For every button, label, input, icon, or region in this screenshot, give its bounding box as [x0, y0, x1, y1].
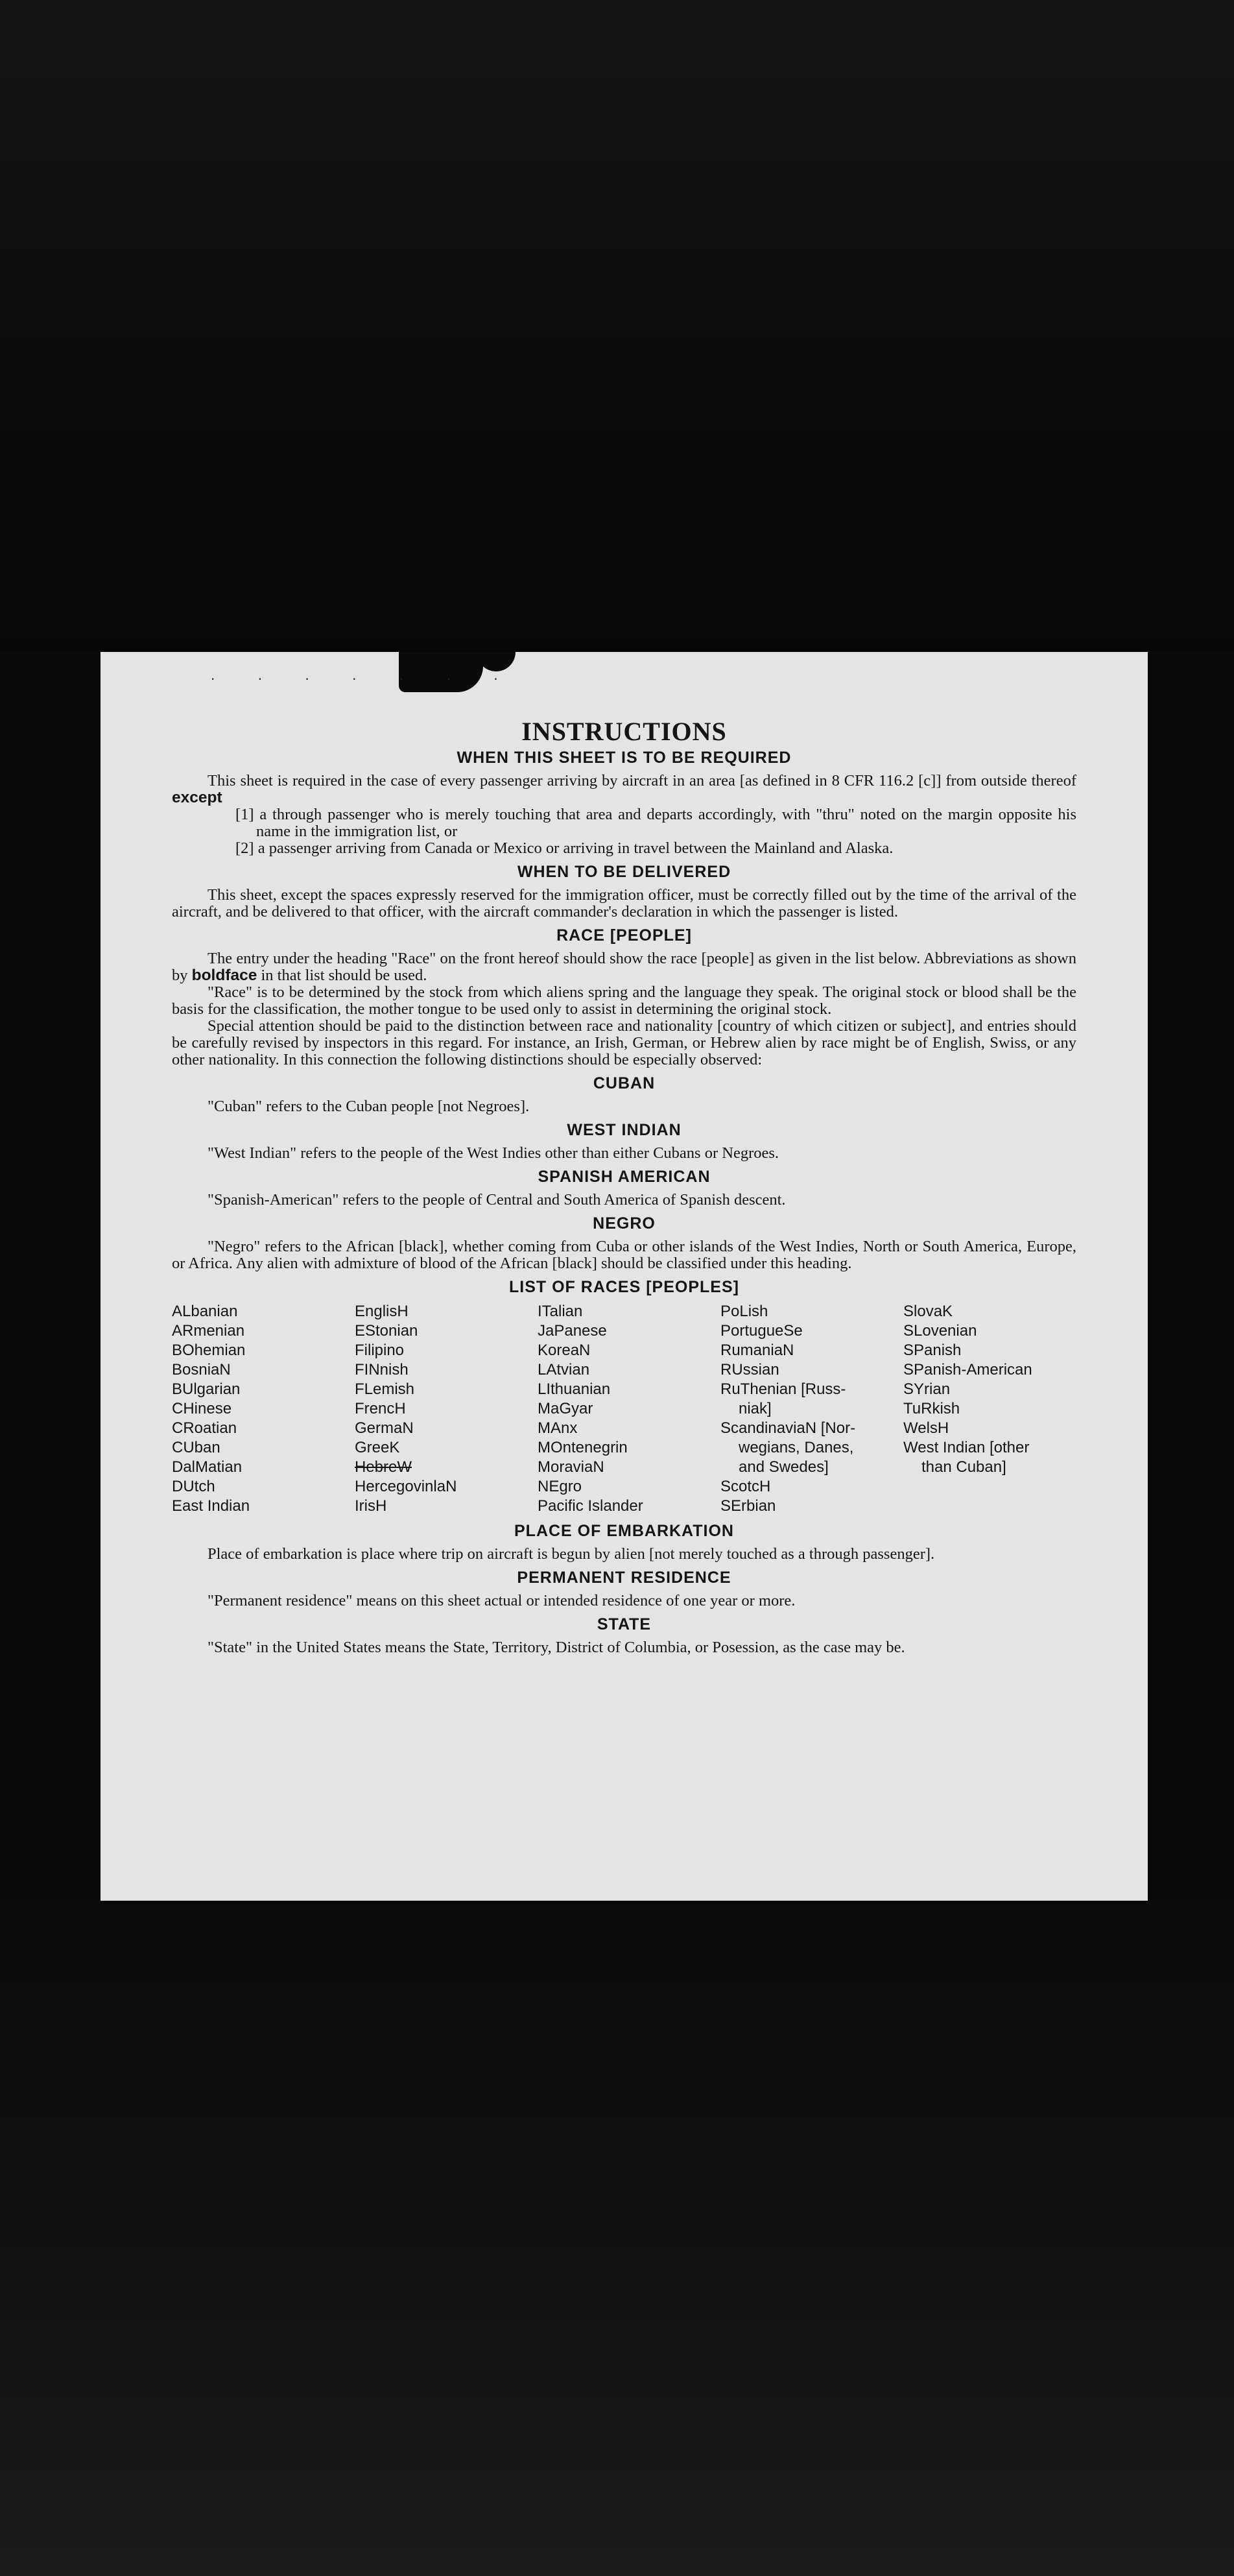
race-entry: MOntenegrin: [538, 1439, 628, 1456]
races-list: [172, 1302, 1076, 1516]
heading-west-indian: WEST INDIAN: [567, 1121, 682, 1139]
race-entry: FrencH: [355, 1400, 406, 1417]
race-entry: MAnx: [538, 1419, 578, 1437]
race-entry-continued: niak]: [739, 1400, 772, 1417]
race-entry: CUban: [172, 1439, 220, 1456]
race-entry: FINnish: [355, 1361, 409, 1378]
heading-when-delivered: WHEN TO BE DELIVERED: [517, 863, 731, 881]
heading-when-required: WHEN THIS SHEET IS TO BE REQUIRED: [457, 749, 792, 767]
spanish-american-text: "Spanish-American" refers to the people of Central and South America of Spanish descent.: [208, 1191, 786, 1209]
race-entry: GermaN: [355, 1419, 414, 1437]
race-entry: ScotcH: [720, 1478, 771, 1495]
race-entry: FLemish: [355, 1380, 415, 1398]
race-entry: Filipino: [355, 1342, 405, 1359]
residence-text: "Permanent residence" means on this sheet actual or intended residence of one year or more.: [208, 1592, 796, 1609]
when-required-intro: This sheet is required in the case of every passenger arriving by aircraft in an area [as defined in 8 CFR 116.2 [c]] from outside thereof except: [172, 772, 1076, 806]
race-entry: PoLish: [720, 1303, 768, 1320]
races-column-4: [720, 1302, 903, 1516]
scan-background-top: [0, 0, 1234, 652]
heading-cuban: CUBAN: [593, 1074, 656, 1092]
race-entry: EnglisH: [355, 1303, 409, 1320]
race-entry: BOhemian: [172, 1342, 246, 1359]
race-entry: BosniaN: [172, 1361, 231, 1378]
race-entry: KoreaN: [538, 1342, 591, 1359]
race-entry: DalMatian: [172, 1458, 243, 1476]
races-column-3: [538, 1302, 720, 1516]
cuban-text: "Cuban" refers to the Cuban people [not Negroes].: [208, 1098, 530, 1115]
scan-background-bottom: [0, 1901, 1234, 2576]
race-entry: ITalian: [538, 1303, 583, 1320]
document-title: INSTRUCTIONS: [521, 717, 727, 746]
race-entry: CRoatian: [172, 1419, 237, 1437]
races-column-1: [172, 1302, 355, 1516]
race-entry: East Indian: [172, 1497, 250, 1515]
exception-item-2: [2] a passenger arriving from Canada or Mexico or arriving in travel between the Mainland and Alaska.: [235, 839, 894, 857]
punch-marks: · · · · · · ·: [211, 671, 517, 687]
race-entry: JaPanese: [538, 1322, 607, 1340]
instruction-sheet: [101, 652, 1148, 1901]
race-entry: SErbian: [720, 1497, 776, 1515]
sheet-content: [172, 717, 1076, 1656]
race-paragraph-3: Special attention should be paid to the distinction between race and nationality [country of which citizen or subject], and entries should be carefully revised by inspectors in this regard. For instance, an Irish, German, or Hebrew alien by race might be of English, Swiss, or any other nationality. In this connection the following distinctions should be especially observed:: [172, 1017, 1076, 1068]
boldface-word: boldface: [191, 967, 257, 984]
race-entry: DUtch: [172, 1478, 215, 1495]
exception-item-1: [1] a through passenger who is merely touching that area and departs accordingly, with "thru" noted on the margin opposite his name in the immigration list, or: [235, 806, 1076, 840]
race-entry: SPanish-American: [903, 1361, 1032, 1378]
race-entry: West Indian [other: [903, 1439, 1030, 1456]
race-entry: ScandinaviaN [Nor-: [720, 1419, 856, 1437]
race-entry: ALbanian: [172, 1303, 238, 1320]
race-paragraph-2: "Race" is to be determined by the stock from which aliens spring and the language they speak. The original stock or blood shall be the basis for the classification, the mother tongue to be used only to assist in determining the original stock.: [172, 983, 1076, 1018]
race-entry: HercegovinlaN: [355, 1478, 457, 1495]
heading-list-of-races: LIST OF RACES [PEOPLES]: [509, 1278, 739, 1296]
race-entry-continued: than Cuban]: [921, 1458, 1006, 1476]
race-entry: WelsH: [903, 1419, 949, 1437]
race-entry: RumaniaN: [720, 1342, 794, 1359]
race-entry: RUssian: [720, 1361, 779, 1378]
race-entry: LIthuanian: [538, 1380, 611, 1398]
race-entry: BUlgarian: [172, 1380, 241, 1398]
race-entry: LAtvian: [538, 1361, 590, 1378]
race-entry-continued: and Swedes]: [739, 1458, 829, 1476]
heading-negro: NEGRO: [593, 1214, 656, 1233]
except-bold: except: [172, 789, 222, 806]
race-paragraph-1: The entry under the heading "Race" on the front hereof should show the race [people] as given in the list below. Abbreviations as shown by boldface in that list should be used.: [172, 950, 1076, 984]
heading-state: STATE: [597, 1615, 652, 1633]
race-entry: SPanish: [903, 1342, 962, 1359]
race-entry: GreeK: [355, 1439, 400, 1456]
west-indian-text: "West Indian" refers to the people of the West Indies other than either Cubans or Negroes.: [208, 1144, 779, 1162]
race-entry: ARmenian: [172, 1322, 245, 1340]
races-column-2: [355, 1302, 538, 1516]
race-entry: SlovaK: [903, 1303, 953, 1320]
race-entry: IrisH: [355, 1497, 387, 1515]
races-column-5: [903, 1302, 1086, 1516]
heading-embarkation: PLACE OF EMBARKATION: [514, 1522, 734, 1540]
race-entry: EStonian: [355, 1322, 418, 1340]
race-entry-struck: HebreW: [355, 1458, 412, 1476]
when-delivered-text: This sheet, except the spaces expressly reserved for the immigration officer, must be correctly filled out by the time of the arrival of the aircraft, and be delivered to that officer, with the aircraft commander's declaration in which the passenger is listed.: [172, 886, 1076, 921]
state-text: "State" in the United States means the State, Territory, District of Columbia, or Posession, as the case may be.: [208, 1639, 905, 1656]
negro-text: "Negro" refers to the African [black], whether coming from Cuba or other islands of the West Indies, North or South America, Europe, or Africa. Any alien with admixture of blood of the African [black] should be classified under this heading.: [172, 1238, 1076, 1272]
race-entry: TuRkish: [903, 1400, 960, 1417]
race-entry: RuThenian [Russ-: [720, 1380, 846, 1398]
heading-residence: PERMANENT RESIDENCE: [517, 1569, 731, 1587]
race-entry: Pacific Islander: [538, 1497, 643, 1515]
heading-race: RACE [PEOPLE]: [556, 926, 692, 945]
embarkation-text: Place of embarkation is place where trip on aircraft is begun by alien [not merely touched as a through passenger].: [208, 1545, 935, 1563]
race-entry: SYrian: [903, 1380, 951, 1398]
race-entry: PortugueSe: [720, 1322, 803, 1340]
race-entry: MaGyar: [538, 1400, 593, 1417]
race-entry: MoraviaN: [538, 1458, 604, 1476]
heading-spanish-american: SPANISH AMERICAN: [538, 1168, 711, 1186]
race-entry-continued: wegians, Danes,: [739, 1439, 854, 1456]
race-entry: CHinese: [172, 1400, 232, 1417]
race-entry: SLovenian: [903, 1322, 977, 1340]
race-entry: NEgro: [538, 1478, 582, 1495]
